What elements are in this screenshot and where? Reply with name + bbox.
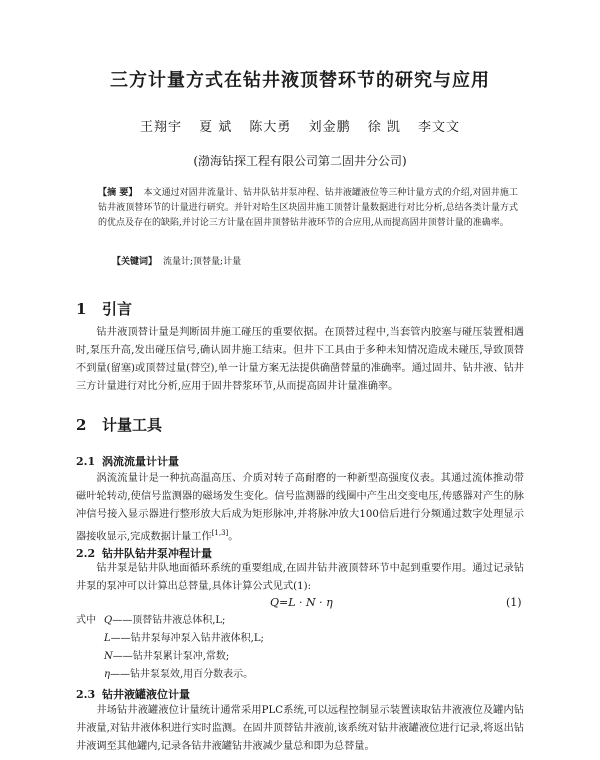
subsection-heading	[76, 453, 179, 469]
subsection-heading	[76, 545, 212, 561]
variable-symbol: N	[104, 651, 113, 662]
author-name: 刘金鹏	[308, 120, 351, 135]
paragraph-end: 。	[228, 531, 239, 543]
variable-definition	[76, 666, 253, 684]
subsection-title: 钻井队钻井泵冲程计量	[102, 547, 212, 560]
author-name: 陈大勇	[249, 120, 292, 135]
paragraph-text: 涡流流量计是一种抗高温高压、介质对转子高耐磨的一种新型高强度仪表。其通过流体推动带磁叶轮转动,使信号监测器的磁场发生变化。信号监测器的线圈中产生出交变电压,传感器对产生的脉冲信号接入显示器进行整形放大后成为矩形脉冲,并将脉冲放大100倍后进行分频通过数字处理显示器接收显示,完成数据计量工作	[76, 473, 524, 543]
section-title: 引言	[102, 300, 133, 318]
variable-desc: ——钻井泵累计泵冲,常数;	[112, 651, 230, 662]
citation: [1,3]	[211, 529, 229, 537]
author-name: 夏 斌	[199, 120, 233, 135]
variable-desc: ——顶替钻井液总体积,L;	[112, 615, 226, 626]
abstract	[98, 186, 518, 231]
section-number: 1	[76, 300, 87, 318]
variable-desc: ——钻井泵每冲泵入钻井液体积,L;	[110, 633, 264, 644]
section-title: 计量工具	[102, 416, 163, 434]
variable-definition	[76, 648, 229, 666]
subsection-heading	[76, 686, 190, 702]
paper-title: 三方计量方式在钻井液顶替环节的研究与应用	[110, 70, 490, 91]
author-name: 王翔宇	[139, 120, 182, 135]
variable-definition	[76, 630, 264, 648]
affiliation: (渤海钻探工程有限公司第二固井分公司)	[193, 154, 407, 168]
subsection-title: 涡流流量计计量	[102, 455, 179, 468]
variable-definition	[76, 612, 225, 630]
abstract-label: 【摘 要】	[98, 188, 138, 198]
subsection-paragraph: 井场钻井液罐液位计量统计通常采用PLC系统,可以远程控制显示装置读取钻井液液位及罐内钻井液量,对钻井液体积进行实时监测。在固井顶替钻井液前,该系统对钻井液罐液位进行记录,将返出钻井液调至其他罐内,记录各钻井液罐钻井液减少量总和即为总替量。	[76, 705, 524, 752]
author-list	[0, 116, 600, 135]
author-name: 李文文	[418, 120, 461, 135]
subsection-number: 2.1	[76, 455, 96, 468]
equation-number: (1)	[506, 596, 522, 609]
variable-symbol: Q	[104, 615, 113, 626]
keywords-text: 流量计;顶替量;计量	[163, 257, 242, 267]
subsection-title: 钻井液罐液位计量	[102, 688, 190, 701]
variable-lead: 式中	[76, 615, 96, 626]
variable-symbol: L	[104, 633, 111, 644]
abstract-text: 本文通过对固井流量计、钻井队钻井泵冲程、钻井液罐液位等三种计量方式的介绍,对固井施工钻井液顶替环节的计量进行研究。并针对哈生区块固井施工顶替计量数据进行对比分析,总结各类计量方式的优点及存在的缺陷,并讨论三方计量在固井顶替钻井液环节的合应用,从而提高固井顶替计量的准确率。	[98, 188, 518, 228]
variable-symbol: η	[104, 669, 110, 680]
section-paragraph: 钻井液顶替计量是判断固井施工碰压的重要依据。在顶替过程中,当套管内胶塞与碰压装置相遇时,泵压升高,发出碰压信号,确认固井施工结束。但井下工具由于多种未知情况造成未碰压,导致顶替不到量(留塞)或顶替过量(替空),单一计量方案无法提供确凿替量的准确率。通过固井、钻井液、钻井三方计量进行对比分析,应用于固井替浆环节,从而提高固井计量准确率。	[76, 327, 524, 392]
equation: Q=L · N · η	[270, 596, 333, 609]
section-heading	[76, 298, 132, 319]
subsection-number: 2.3	[76, 688, 96, 701]
subsection-paragraph	[76, 470, 524, 546]
section-heading	[76, 414, 162, 435]
section-number: 2	[76, 416, 87, 434]
author-name: 徐 凯	[367, 120, 401, 135]
subsection-number: 2.2	[76, 547, 96, 560]
keywords-label: 【关键词】	[112, 257, 158, 267]
keywords	[112, 254, 241, 267]
subsection-paragraph: 钻井泵是钻井队地面循环系统的重要组成,在固井钻井液顶替环节中起到重要作用。通过记录钻井泵的泵冲可以计算出总替量,具体计算公式见式(1):	[76, 563, 524, 592]
variable-desc: ——钻井泵泵效,用百分数表示。	[110, 669, 254, 680]
